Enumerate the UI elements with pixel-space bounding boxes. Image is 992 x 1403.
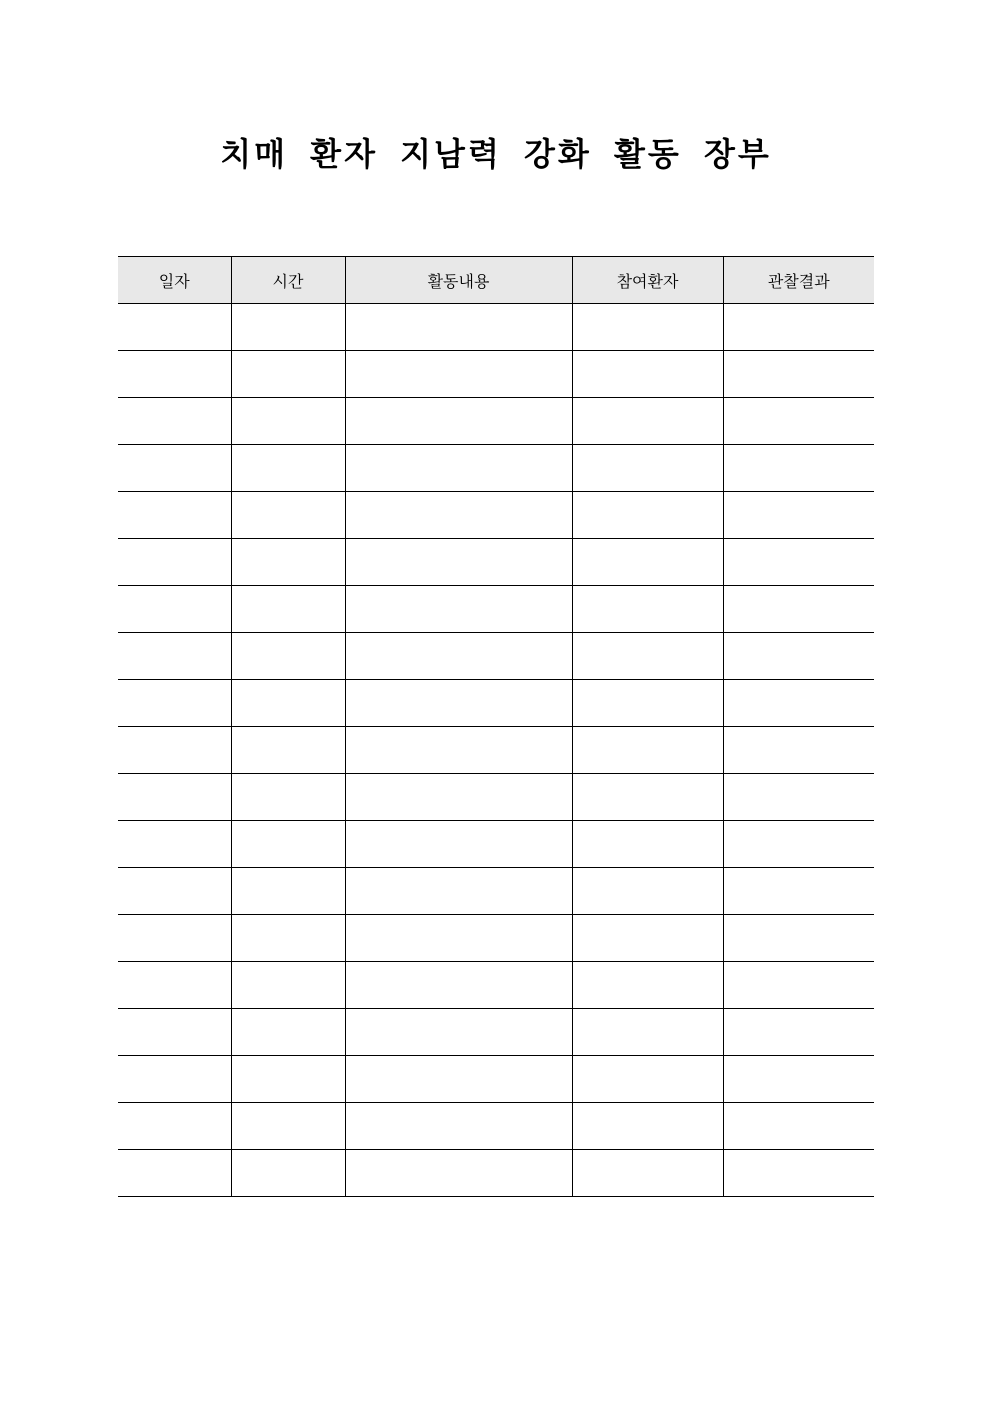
- activity-cell[interactable]: [345, 539, 572, 586]
- time-cell[interactable]: [231, 492, 345, 539]
- activity-cell[interactable]: [345, 304, 572, 351]
- observation-cell[interactable]: [723, 633, 874, 680]
- date-cell[interactable]: [118, 445, 231, 492]
- table-row: [118, 304, 874, 351]
- activity-cell[interactable]: [345, 586, 572, 633]
- observation-cell[interactable]: [723, 304, 874, 351]
- date-cell[interactable]: [118, 586, 231, 633]
- observation-cell[interactable]: [723, 727, 874, 774]
- table-row: [118, 1150, 874, 1197]
- observation-cell[interactable]: [723, 445, 874, 492]
- table-row: [118, 868, 874, 915]
- time-cell[interactable]: [231, 1056, 345, 1103]
- observation-cell[interactable]: [723, 915, 874, 962]
- table-row: [118, 633, 874, 680]
- activity-cell[interactable]: [345, 915, 572, 962]
- activity-cell[interactable]: [345, 727, 572, 774]
- time-cell[interactable]: [231, 304, 345, 351]
- participants-cell[interactable]: [572, 821, 723, 868]
- column-header-time: 시간: [231, 257, 345, 304]
- date-cell[interactable]: [118, 492, 231, 539]
- activity-cell[interactable]: [345, 821, 572, 868]
- table-row: [118, 1009, 874, 1056]
- time-cell[interactable]: [231, 962, 345, 1009]
- date-cell[interactable]: [118, 821, 231, 868]
- participants-cell[interactable]: [572, 633, 723, 680]
- observation-cell[interactable]: [723, 1103, 874, 1150]
- time-cell[interactable]: [231, 727, 345, 774]
- time-cell[interactable]: [231, 821, 345, 868]
- observation-cell[interactable]: [723, 680, 874, 727]
- participants-cell[interactable]: [572, 539, 723, 586]
- observation-cell[interactable]: [723, 1150, 874, 1197]
- observation-cell[interactable]: [723, 774, 874, 821]
- activity-cell[interactable]: [345, 1009, 572, 1056]
- table-body: [118, 304, 874, 1197]
- observation-cell[interactable]: [723, 1056, 874, 1103]
- observation-cell[interactable]: [723, 962, 874, 1009]
- column-header-activity: 활동내용: [345, 257, 572, 304]
- date-cell[interactable]: [118, 915, 231, 962]
- participants-cell[interactable]: [572, 398, 723, 445]
- participants-cell[interactable]: [572, 962, 723, 1009]
- date-cell[interactable]: [118, 633, 231, 680]
- time-cell[interactable]: [231, 539, 345, 586]
- activity-cell[interactable]: [345, 633, 572, 680]
- date-cell[interactable]: [118, 868, 231, 915]
- activity-cell[interactable]: [345, 868, 572, 915]
- date-cell[interactable]: [118, 1056, 231, 1103]
- table-header-row: [118, 257, 874, 304]
- date-cell[interactable]: [118, 1103, 231, 1150]
- date-cell[interactable]: [118, 398, 231, 445]
- table-row: [118, 680, 874, 727]
- time-cell[interactable]: [231, 774, 345, 821]
- participants-cell[interactable]: [572, 915, 723, 962]
- participants-cell[interactable]: [572, 445, 723, 492]
- participants-cell[interactable]: [572, 304, 723, 351]
- participants-cell[interactable]: [572, 1150, 723, 1197]
- participants-cell[interactable]: [572, 492, 723, 539]
- date-cell[interactable]: [118, 304, 231, 351]
- participants-cell[interactable]: [572, 1056, 723, 1103]
- date-cell[interactable]: [118, 351, 231, 398]
- activity-cell[interactable]: [345, 445, 572, 492]
- activity-cell[interactable]: [345, 351, 572, 398]
- time-cell[interactable]: [231, 586, 345, 633]
- table-row: [118, 492, 874, 539]
- column-header-observation: 관찰결과: [723, 257, 874, 304]
- date-cell[interactable]: [118, 539, 231, 586]
- table-row: [118, 586, 874, 633]
- observation-cell[interactable]: [723, 398, 874, 445]
- activity-cell[interactable]: [345, 962, 572, 1009]
- activity-log-table: [118, 256, 874, 1197]
- date-cell[interactable]: [118, 727, 231, 774]
- observation-cell[interactable]: [723, 492, 874, 539]
- activity-cell[interactable]: [345, 680, 572, 727]
- observation-cell[interactable]: [723, 1009, 874, 1056]
- activity-cell[interactable]: [345, 774, 572, 821]
- time-cell[interactable]: [231, 1009, 345, 1056]
- activity-cell[interactable]: [345, 398, 572, 445]
- time-cell[interactable]: [231, 1150, 345, 1197]
- observation-cell[interactable]: [723, 539, 874, 586]
- page-title: 치매 환자 지남력 강화 활동 장부: [220, 135, 772, 173]
- participants-cell[interactable]: [572, 868, 723, 915]
- participants-cell[interactable]: [572, 680, 723, 727]
- activity-cell[interactable]: [345, 1056, 572, 1103]
- date-cell[interactable]: [118, 962, 231, 1009]
- observation-cell[interactable]: [723, 586, 874, 633]
- participants-cell[interactable]: [572, 1103, 723, 1150]
- table-row: [118, 1056, 874, 1103]
- date-cell[interactable]: [118, 680, 231, 727]
- activity-cell[interactable]: [345, 1150, 572, 1197]
- time-cell[interactable]: [231, 351, 345, 398]
- observation-cell[interactable]: [723, 821, 874, 868]
- activity-cell[interactable]: [345, 492, 572, 539]
- table-row: [118, 962, 874, 1009]
- observation-cell[interactable]: [723, 351, 874, 398]
- date-cell[interactable]: [118, 1150, 231, 1197]
- table-row: [118, 915, 874, 962]
- participants-cell[interactable]: [572, 1009, 723, 1056]
- participants-cell[interactable]: [572, 727, 723, 774]
- column-header-date: 일자: [118, 257, 231, 304]
- observation-cell[interactable]: [723, 868, 874, 915]
- table-row: [118, 727, 874, 774]
- table-row: [118, 774, 874, 821]
- table-row: [118, 539, 874, 586]
- participants-cell[interactable]: [572, 351, 723, 398]
- time-cell[interactable]: [231, 445, 345, 492]
- date-cell[interactable]: [118, 774, 231, 821]
- table-row: [118, 398, 874, 445]
- time-cell[interactable]: [231, 680, 345, 727]
- time-cell[interactable]: [231, 1103, 345, 1150]
- activity-cell[interactable]: [345, 1103, 572, 1150]
- time-cell[interactable]: [231, 398, 345, 445]
- time-cell[interactable]: [231, 868, 345, 915]
- participants-cell[interactable]: [572, 586, 723, 633]
- time-cell[interactable]: [231, 633, 345, 680]
- date-cell[interactable]: [118, 1009, 231, 1056]
- table-row: [118, 351, 874, 398]
- table-row: [118, 1103, 874, 1150]
- table-row: [118, 821, 874, 868]
- table-row: [118, 445, 874, 492]
- column-header-participants: 참여환자: [572, 257, 723, 304]
- time-cell[interactable]: [231, 915, 345, 962]
- participants-cell[interactable]: [572, 774, 723, 821]
